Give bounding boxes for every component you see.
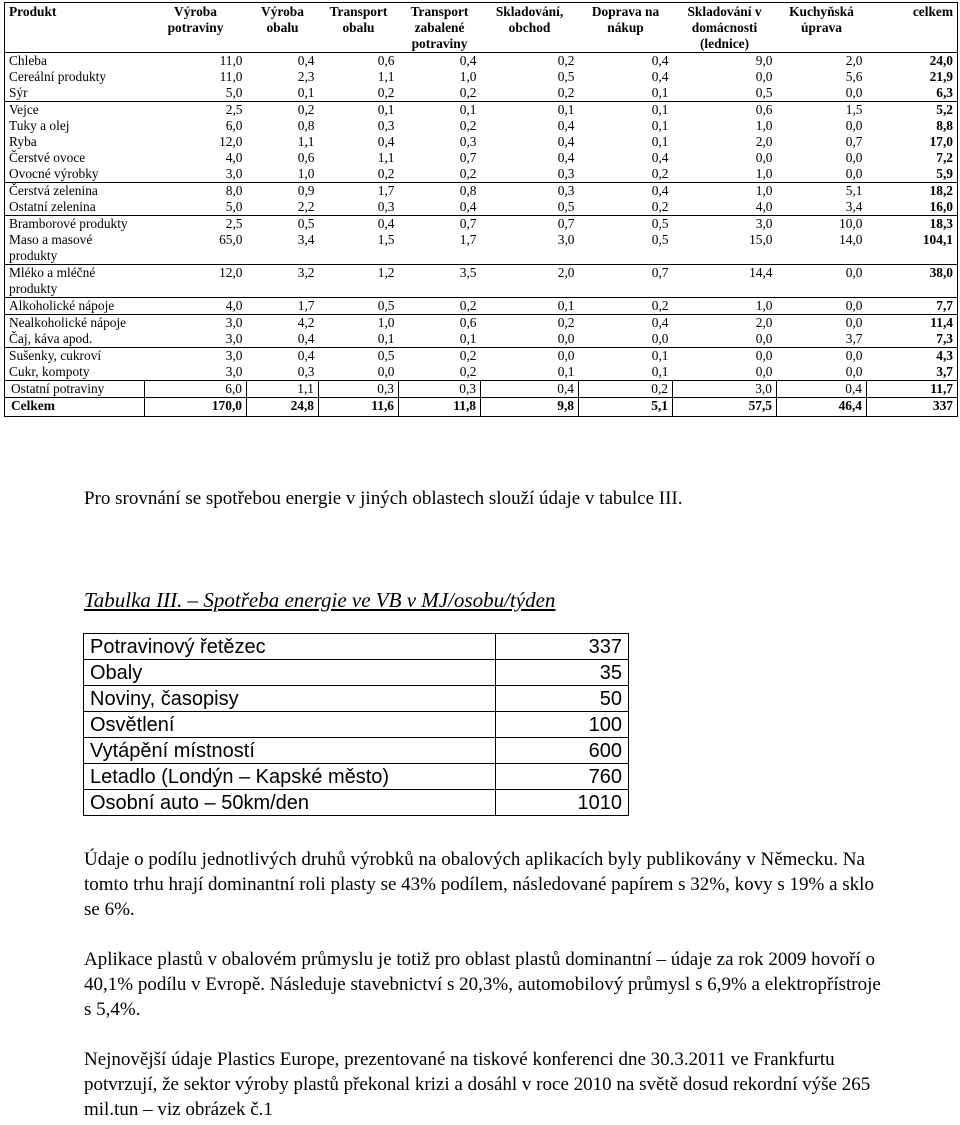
table-cell: 0,0	[755, 364, 773, 379]
total-cell: 170,0	[145, 398, 247, 417]
column-header: Výroba potraviny	[145, 3, 247, 53]
table-cell: 0,0	[481, 348, 579, 365]
table-row	[5, 331, 958, 348]
category-label: Letadlo (Londýn – Kapské město)	[84, 764, 496, 790]
row-total-cell: 4,3	[867, 348, 958, 365]
table-cell: 0,2	[377, 85, 395, 100]
column-header: celkem	[867, 3, 958, 53]
category-label: Noviny, časopisy	[84, 686, 496, 712]
table-cell: 0,1	[651, 134, 669, 149]
table-cell: 0,0	[845, 150, 863, 165]
total-cell: 337	[867, 398, 958, 417]
column-header-product: Produkt	[5, 3, 145, 53]
table-cell: 0,0	[845, 85, 863, 100]
table-row	[84, 634, 629, 660]
row-label: Alkoholické nápoje	[5, 298, 145, 315]
table-cell: 0,1	[481, 298, 579, 315]
table-cell: 0,5	[319, 348, 399, 365]
row-total-cell: 24,0	[867, 53, 958, 70]
category-label: Osvětlení	[84, 712, 496, 738]
table-cell: 0,5	[579, 216, 673, 233]
total-cell: 11,6	[319, 398, 399, 417]
row-label: Ovocné výrobky	[5, 166, 145, 183]
table-cell: 0,5	[557, 69, 575, 84]
table-cell: 0,2	[399, 348, 481, 365]
table-row	[5, 183, 958, 200]
column-header: Transport zabalené potraviny	[399, 3, 481, 53]
table-cell: 0,0	[777, 265, 867, 298]
row-label: Ostatní zelenina	[5, 199, 145, 216]
table-cell: 0,2	[481, 53, 579, 70]
table-cell: 65,0	[219, 232, 243, 247]
table-cell: 0,3	[377, 118, 395, 133]
row-label: Nealkoholické nápoje	[5, 315, 145, 332]
table-cell: 8,0	[145, 183, 247, 200]
table-cell: 0,2	[579, 298, 673, 315]
row-label: Sýr	[5, 85, 145, 102]
table-cell: 0,4	[579, 53, 673, 70]
table-cell: 1,0	[319, 315, 399, 332]
table-cell: 0,0	[845, 118, 863, 133]
table-cell: 0,0	[755, 150, 773, 165]
row-label: Čaj, káva apod.	[5, 331, 145, 348]
total-cell: 24,8	[247, 398, 319, 417]
energy-by-product-table	[4, 2, 958, 417]
table-cell: 1,0	[673, 183, 777, 200]
table-cell: 0,5	[651, 232, 669, 247]
energy-value: 100	[496, 712, 629, 738]
table-cell: 2,0	[481, 265, 579, 298]
table-row	[5, 118, 958, 134]
row-label: Sušenky, cukroví	[5, 348, 145, 365]
table-cell: 0,4	[459, 199, 477, 214]
column-header: Skladování v domácnosti (lednice)	[673, 3, 777, 53]
table-cell: 0,4	[557, 134, 575, 149]
table-cell: 4,0	[145, 298, 247, 315]
table-cell: 3,0	[557, 232, 575, 247]
table-cell: 0,2	[459, 166, 477, 181]
table-cell: 0,4	[557, 150, 575, 165]
table-cell: 0,3	[377, 199, 395, 214]
table-cell: 0,2	[579, 381, 673, 398]
table-cell: 0,2	[651, 199, 669, 214]
table-cell: 0,7	[579, 265, 673, 298]
table-cell: 2,0	[673, 315, 777, 332]
table-row	[5, 348, 958, 365]
table-cell: 0,6	[399, 315, 481, 332]
table3-caption-prefix: Tabulka III.	[84, 588, 183, 612]
table3-caption	[84, 588, 555, 613]
table-row	[5, 199, 958, 216]
energy-comparison-table	[83, 633, 629, 816]
table-cell: 0,3	[297, 364, 315, 379]
table-cell: 3,0	[225, 331, 243, 346]
table-cell: 0,2	[459, 85, 477, 100]
table-cell: 0,0	[777, 315, 867, 332]
table-row	[5, 85, 958, 102]
table-header-row	[5, 3, 958, 53]
table-row	[5, 265, 958, 298]
table-cell: 3,0	[145, 348, 247, 365]
table-cell: 3,0	[673, 381, 777, 398]
table-cell: 0,4	[247, 53, 319, 70]
row-total-cell: 3,7	[867, 364, 958, 381]
table-cell: 0,1	[579, 102, 673, 119]
table-cell: 1,5	[377, 232, 395, 247]
energy-value: 35	[496, 660, 629, 686]
table-cell: 0,6	[319, 53, 399, 70]
table-cell: 0,5	[319, 298, 399, 315]
table-cell: 0,2	[459, 364, 477, 379]
table-cell: 0,1	[557, 364, 575, 379]
energy-value: 600	[496, 738, 629, 764]
table-cell: 1,7	[319, 183, 399, 200]
row-total-cell: 18,2	[867, 183, 958, 200]
table-cell: 2,0	[777, 53, 867, 70]
category-label: Vytápění místností	[84, 738, 496, 764]
table-cell: 0,1	[481, 102, 579, 119]
column-header: Transport obalu	[319, 3, 399, 53]
table-cell: 12,0	[219, 134, 243, 149]
row-total-cell: 38,0	[867, 265, 958, 298]
category-label: Potravinový řetězec	[84, 634, 496, 660]
table-row	[5, 315, 958, 332]
row-total-cell: 5,2	[867, 102, 958, 119]
total-cell: 11,8	[399, 398, 481, 417]
table-cell: 5,1	[777, 183, 867, 200]
table3-caption-title: – Spotřeba energie ve VB v MJ/osobu/týden	[182, 588, 556, 612]
table-cell: 0,2	[399, 298, 481, 315]
table-cell: 0,2	[557, 85, 575, 100]
table-row	[5, 53, 958, 70]
table-row	[5, 166, 958, 183]
table-cell: 11,0	[145, 53, 247, 70]
table-cell: 0,0	[777, 348, 867, 365]
table-cell: 3,7	[845, 331, 863, 346]
table-row	[84, 686, 629, 712]
energy-value: 50	[496, 686, 629, 712]
row-total-cell: 8,8	[867, 118, 958, 134]
table-cell: 10,0	[777, 216, 867, 233]
table-cell: 2,5	[145, 216, 247, 233]
row-label: Chleba	[5, 53, 145, 70]
table-cell: 0,0	[845, 166, 863, 181]
table-cell: 0,3	[481, 183, 579, 200]
table-cell: 0,1	[297, 85, 315, 100]
table-cell: 0,1	[651, 364, 669, 379]
table-cell: 5,0	[225, 199, 243, 214]
total-cell: 5,1	[579, 398, 673, 417]
table-cell: 2,2	[297, 199, 315, 214]
table-cell: 0,2	[247, 102, 319, 119]
row-total-cell: 104,1	[867, 232, 958, 265]
table-cell: 3,2	[247, 265, 319, 298]
table-cell: 6,0	[145, 381, 247, 398]
row-total-cell: 21,9	[867, 69, 958, 85]
category-label: Osobní auto – 50km/den	[84, 790, 496, 816]
table-cell: 0,4	[777, 381, 867, 398]
table-cell: 9,0	[673, 53, 777, 70]
table-cell: 0,3	[557, 166, 575, 181]
table-cell: 1,1	[377, 69, 395, 84]
table-cell: 0,0	[845, 364, 863, 379]
row-total-cell: 5,9	[867, 166, 958, 183]
energy-value: 1010	[496, 790, 629, 816]
table-cell: 1,0	[673, 298, 777, 315]
table-row	[5, 381, 958, 398]
table-row	[5, 69, 958, 85]
row-label: Ryba	[5, 134, 145, 150]
table-row	[84, 712, 629, 738]
table-cell: 3,4	[845, 199, 863, 214]
paragraph-germany: Údaje o podílu jednotlivých druhů výrobků na obalových aplikacích byly publikovány v Německu. Na tomto trhu hrají dominantní roli plasty se 43% podílem, následované papírem s 32%, kovy s 19% a sklo se 6%.	[84, 849, 874, 920]
table-cell: 0,4	[481, 381, 579, 398]
row-total-cell: 18,3	[867, 216, 958, 233]
row-label: Čerstvá zelenina	[5, 183, 145, 200]
table-row	[84, 790, 629, 816]
table-cell: 3,0	[673, 216, 777, 233]
table-cell: 1,7	[459, 232, 477, 247]
row-total-cell: 17,0	[867, 134, 958, 150]
table-cell: 1,2	[319, 265, 399, 298]
table-cell: 0,7	[399, 216, 481, 233]
paragraph-europe: Aplikace plastů v obalovém průmyslu je totiž pro oblast plastů dominantní – údaje za rok 2009 hovoří o 40,1% podílu v Evropě. Následuje stavebnictví s 20,3%, automobilový průmysl s 6,9% a elektropřístroje s 5,4%.	[84, 949, 881, 1020]
table-cell: 12,0	[145, 265, 247, 298]
row-label: Cukr, kompoty	[5, 364, 145, 381]
table-cell: 14,0	[839, 232, 863, 247]
intro-paragraph: Pro srovnání se spotřebou energie v jiných oblastech slouží údaje v tabulce III.	[84, 488, 683, 509]
table-cell: 0,1	[651, 85, 669, 100]
table-cell: 0,7	[481, 216, 579, 233]
table-cell: 4,2	[247, 315, 319, 332]
row-label: Bramborové produkty	[5, 216, 145, 233]
table-cell: 0,7	[459, 150, 477, 165]
table-cell: 0,4	[651, 69, 669, 84]
total-cell: 9,8	[481, 398, 579, 417]
table-cell: 0,0	[651, 331, 669, 346]
table-cell: 2,0	[755, 134, 773, 149]
table-row	[5, 364, 958, 381]
table-cell: 0,1	[459, 331, 477, 346]
table-row	[5, 150, 958, 166]
table-cell: 1,0	[755, 166, 773, 181]
table-cell: 0,0	[777, 298, 867, 315]
row-total-cell: 11,7	[867, 381, 958, 398]
table-cell: 0,8	[297, 118, 315, 133]
column-header: Doprava na nákup	[579, 3, 673, 53]
category-label: Obaly	[84, 660, 496, 686]
table-cell: 11,0	[219, 69, 243, 84]
table-cell: 0,4	[297, 331, 315, 346]
table-cell: 0,3	[399, 381, 481, 398]
table-cell: 3,0	[225, 364, 243, 379]
table-cell: 0,6	[673, 102, 777, 119]
total-cell: 57,5	[673, 398, 777, 417]
table-cell: 0,4	[399, 53, 481, 70]
table-cell: 2,5	[145, 102, 247, 119]
table-row	[84, 660, 629, 686]
table-cell: 0,4	[247, 348, 319, 365]
table-cell: 1,1	[247, 381, 319, 398]
table-cell: 3,5	[399, 265, 481, 298]
table-cell: 1,7	[247, 298, 319, 315]
table-cell: 1,0	[459, 69, 477, 84]
table-cell: 1,0	[755, 118, 773, 133]
table-total-row	[5, 398, 958, 417]
table-cell: 6,0	[225, 118, 243, 133]
table-cell: 0,3	[459, 134, 477, 149]
table-cell: 0,5	[557, 199, 575, 214]
energy-value: 760	[496, 764, 629, 790]
row-label: Cereální produkty	[5, 69, 145, 85]
row-label: Maso a masové produkty	[5, 232, 145, 265]
energy-value: 337	[496, 634, 629, 660]
table-cell: 3,0	[145, 315, 247, 332]
row-label: Vejce	[5, 102, 145, 119]
table-cell: 4,0	[225, 150, 243, 165]
table-cell: 2,3	[297, 69, 315, 84]
paragraph-plastics-europe: Nejnovější údaje Plastics Europe, prezentované na tiskové konferenci dne 30.3.2011 ve Frankfurtu potvrzují, že sektor výroby plastů překonal krizi a dosáhl v roce 2010 na světě dosud rekordní výše 265 mil.tun – viz obrázek č.1	[84, 1049, 871, 1120]
table-cell: 0,2	[481, 315, 579, 332]
table-row	[5, 216, 958, 233]
table-cell: 1,5	[777, 102, 867, 119]
table-cell: 0,1	[319, 102, 399, 119]
table-cell: 0,0	[377, 364, 395, 379]
row-total-cell: 6,3	[867, 85, 958, 102]
row-label: Ostatní potraviny	[5, 381, 145, 398]
table-cell: 0,0	[673, 348, 777, 365]
table-cell: 5,6	[845, 69, 863, 84]
table-row	[84, 764, 629, 790]
table-cell: 0,1	[579, 348, 673, 365]
table-cell: 0,2	[651, 166, 669, 181]
total-cell: 46,4	[777, 398, 867, 417]
table-cell: 0,4	[377, 134, 395, 149]
table-cell: 1,0	[297, 166, 315, 181]
table-cell: 0,1	[651, 118, 669, 133]
table-cell: 5,0	[225, 85, 243, 100]
table-row	[5, 102, 958, 119]
table-cell: 1,1	[377, 150, 395, 165]
table-cell: 0,0	[755, 69, 773, 84]
row-total-cell: 11,4	[867, 315, 958, 332]
table-cell: 0,4	[557, 118, 575, 133]
table-row	[5, 232, 958, 265]
table-cell: 0,0	[755, 331, 773, 346]
table-cell: 0,0	[557, 331, 575, 346]
table-cell: 15,0	[749, 232, 773, 247]
row-total-cell: 7,3	[867, 331, 958, 348]
column-header: Skladování, obchod	[481, 3, 579, 53]
row-label: Tuky a olej	[5, 118, 145, 134]
table-cell: 0,4	[651, 150, 669, 165]
column-header: Výroba obalu	[247, 3, 319, 53]
table-cell: 0,8	[399, 183, 481, 200]
row-total-cell: 7,7	[867, 298, 958, 315]
row-total-cell: 16,0	[867, 199, 958, 216]
row-total-cell: 7,2	[867, 150, 958, 166]
table-cell: 0,4	[579, 315, 673, 332]
table-cell: 0,4	[579, 183, 673, 200]
table-cell: 0,3	[319, 381, 399, 398]
row-label: Čerstvé ovoce	[5, 150, 145, 166]
table-cell: 4,0	[755, 199, 773, 214]
table-cell: 0,5	[755, 85, 773, 100]
table-cell: 0,1	[399, 102, 481, 119]
table-row	[5, 134, 958, 150]
row-label: Mléko a mléčné produkty	[5, 265, 145, 298]
table-cell: 0,6	[297, 150, 315, 165]
table-cell: 0,2	[377, 166, 395, 181]
table-cell: 1,1	[297, 134, 315, 149]
table-cell: 3,4	[297, 232, 315, 247]
table-cell: 0,7	[845, 134, 863, 149]
table-cell: 14,4	[673, 265, 777, 298]
table-cell: 0,1	[377, 331, 395, 346]
table-cell: 0,4	[319, 216, 399, 233]
table-cell: 3,0	[225, 166, 243, 181]
table-cell: 0,5	[247, 216, 319, 233]
table-row	[84, 738, 629, 764]
total-label: Celkem	[5, 398, 145, 417]
column-header: Kuchyňská úprava	[777, 3, 867, 53]
table-row	[5, 298, 958, 315]
table-cell: 0,9	[247, 183, 319, 200]
table-cell: 0,2	[459, 118, 477, 133]
